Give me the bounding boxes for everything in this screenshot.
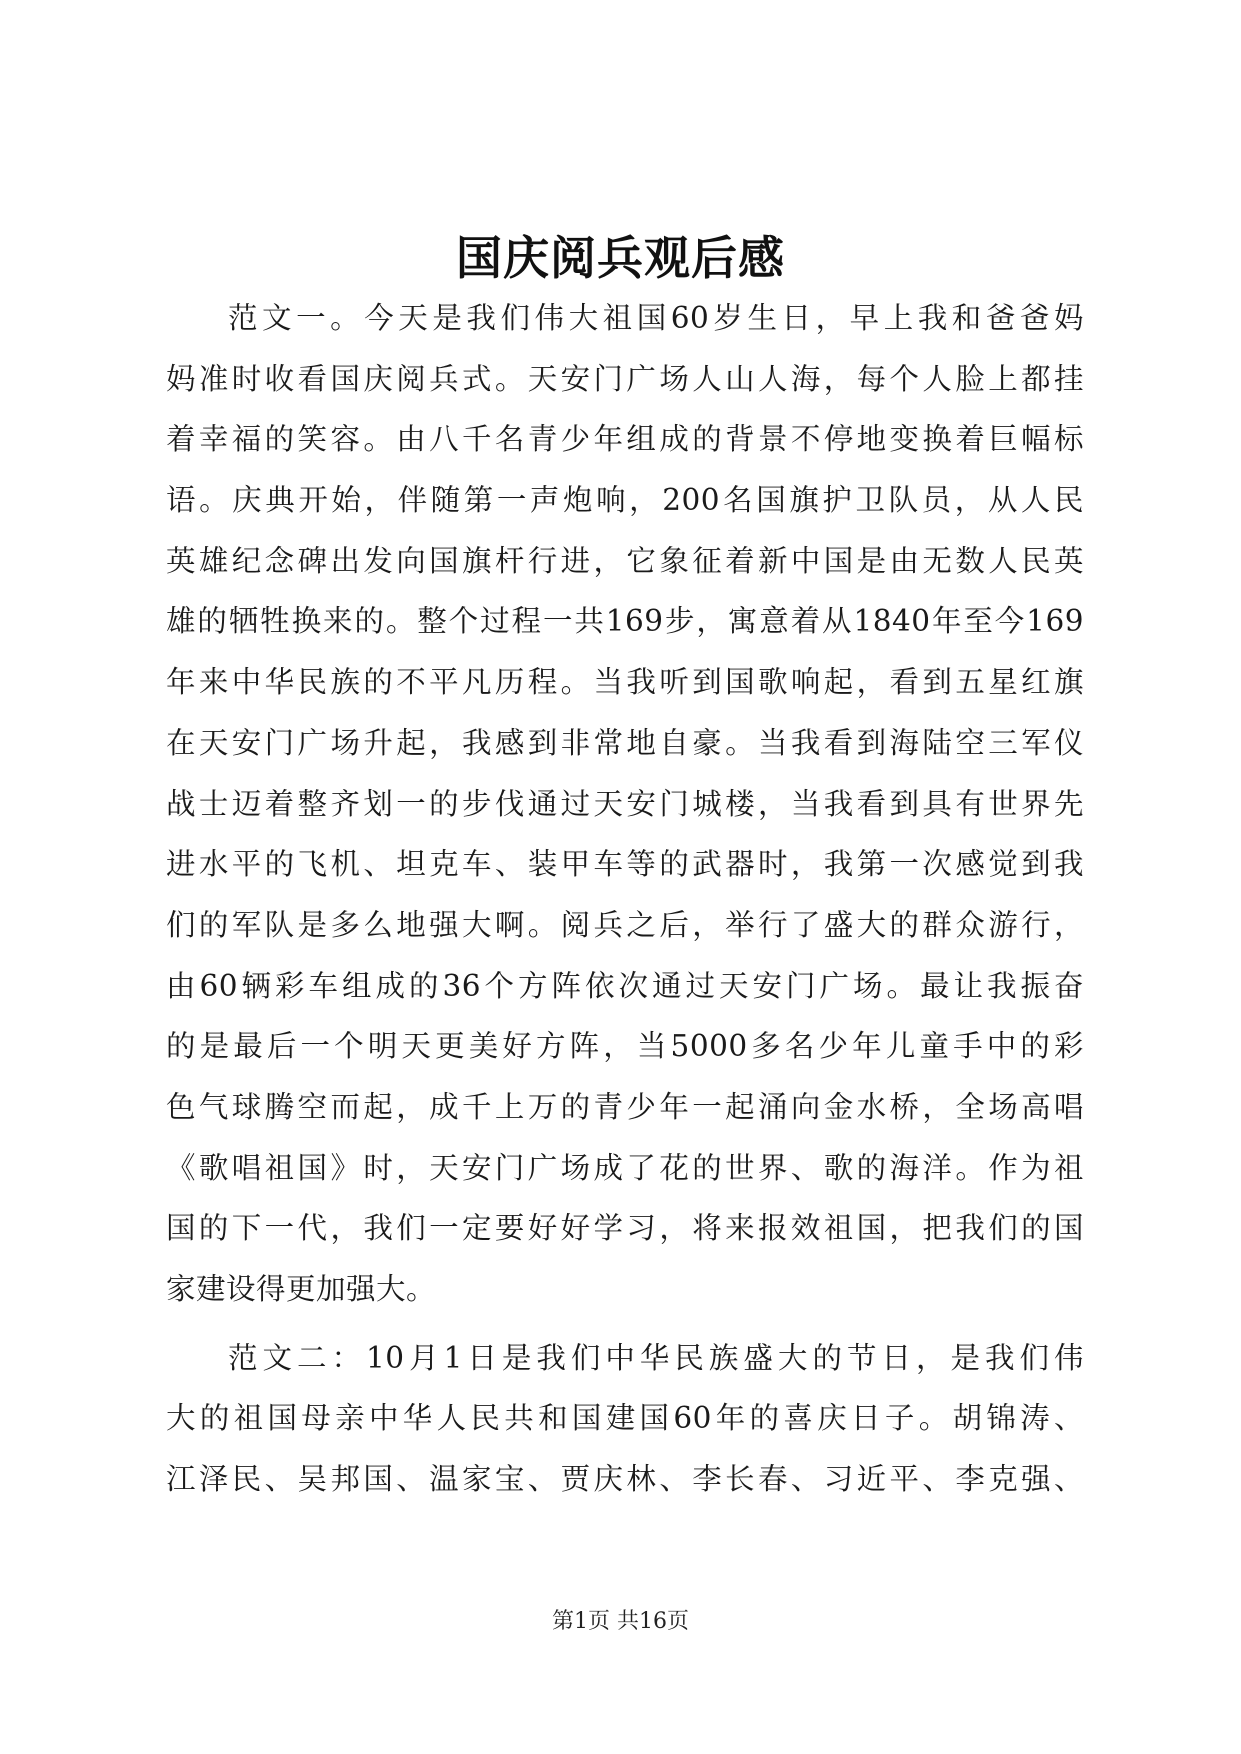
page-footer: 第1页 共16页	[552, 1609, 689, 1634]
text-line: 家建设得更加强大。	[166, 1272, 437, 1306]
paragraph	[166, 1328, 1084, 1510]
text-line: 色气球腾空而起，成千上万的青少年一起涌向金水桥，全场高唱	[166, 1089, 1084, 1124]
text-line: 雄的牺牲换来的。整个过程一共169步，寓意着从1840年至今169	[166, 604, 1084, 639]
text-line: 范文二：10月1日是我们中华民族盛大的节日，是我们伟	[228, 1340, 1084, 1375]
text-line: 进水平的飞机、坦克车、装甲车等的武器时，我第一次感觉到我	[166, 847, 1084, 882]
text-line: 大的祖国母亲中华人民共和国建国60年的喜庆日子。胡锦涛、	[166, 1401, 1084, 1436]
text-line: 语。庆典开始，伴随第一声炮响，200名国旗护卫队员，从人民	[166, 483, 1084, 518]
text-line: 们的军队是多么地强大啊。阅兵之后，举行了盛大的群众游行，	[166, 907, 1084, 942]
text-line: 在天安门广场升起，我感到非常地自豪。当我看到海陆空三军仪	[166, 725, 1084, 760]
text-line: 由60辆彩车组成的36个方阵依次通过天安门广场。最让我振奋	[166, 968, 1084, 1003]
text-line: 江泽民、吴邦国、温家宝、贾庆林、李长春、习近平、李克强、	[166, 1462, 1084, 1497]
text-line: 《歌唱祖国》时，天安门广场成了花的世界、歌的海洋。作为祖	[166, 1150, 1084, 1185]
text-line: 国的下一代，我们一定要好好学习，将来报效祖国，把我们的国	[166, 1211, 1084, 1246]
paragraph	[166, 288, 1084, 1320]
text-line: 年来中华民族的不平凡历程。当我听到国歌响起，看到五星红旗	[166, 665, 1084, 700]
text-line: 英雄纪念碑出发向国旗杆行进，它象征着新中国是由无数人民英	[166, 543, 1084, 578]
text-line: 妈准时收看国庆阅兵式。天安门广场人山人海，每个人脸上都挂	[166, 361, 1084, 396]
document-body	[166, 288, 1084, 1510]
document-title: 国庆阅兵观后感	[456, 231, 785, 285]
text-line: 着幸福的笑容。由八千名青少年组成的背景不停地变换着巨幅标	[166, 422, 1084, 457]
text-line: 战士迈着整齐划一的步伐通过天安门城楼，当我看到具有世界先	[166, 786, 1084, 821]
text-line: 的是最后一个明天更美好方阵，当5000多名少年儿童手中的彩	[166, 1029, 1084, 1064]
paragraph-spacer	[166, 1320, 1084, 1328]
text-line: 范文一。今天是我们伟大祖国60岁生日，早上我和爸爸妈	[228, 301, 1084, 335]
